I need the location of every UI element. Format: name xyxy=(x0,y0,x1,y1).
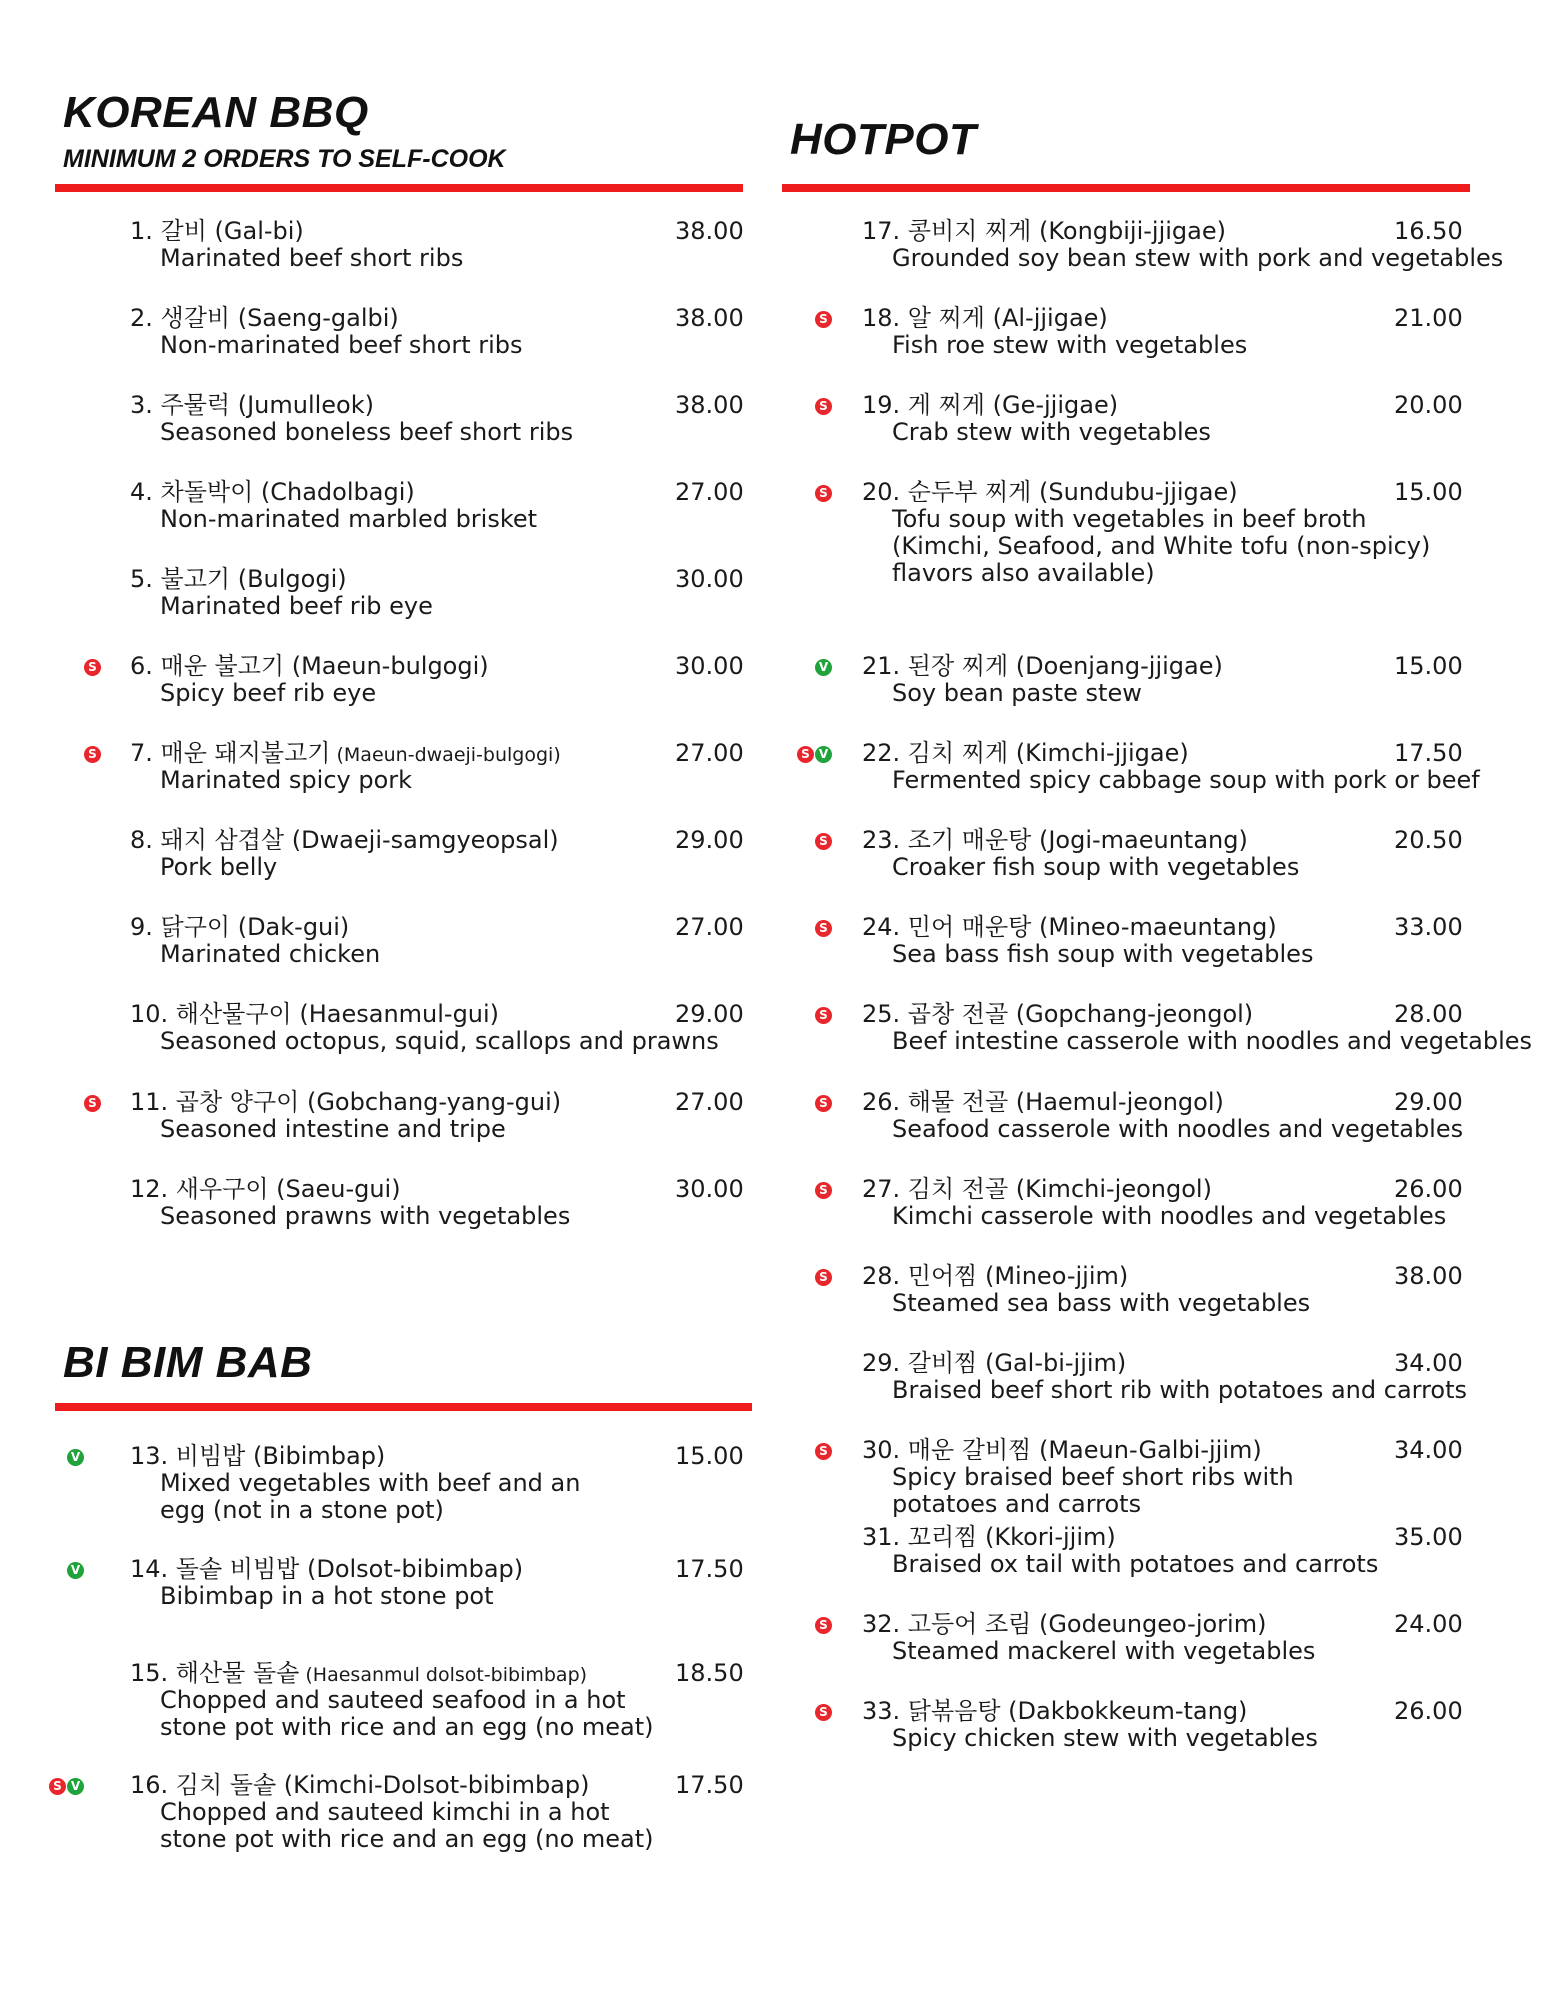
item-title: 30. 매운 갈비찜 (Maeun-Galbi-jjim) xyxy=(862,1436,1262,1464)
spicy-icon: S xyxy=(815,1704,832,1721)
item-title: 6. 매운 불고기 (Maeun-bulgogi) xyxy=(130,652,489,680)
item-price: 26.00 xyxy=(1394,1175,1463,1203)
diet-badges xyxy=(815,1095,832,1112)
section-divider xyxy=(55,1403,752,1411)
diet-badges xyxy=(815,485,832,502)
item-name xyxy=(862,1087,1224,1117)
item-price: 17.50 xyxy=(1394,739,1463,767)
item-name xyxy=(130,1441,385,1471)
diet-badges xyxy=(815,1704,832,1721)
item-name xyxy=(862,477,1238,507)
diet-badges xyxy=(815,833,832,850)
vegetarian-icon: V xyxy=(67,1449,84,1466)
item-price: 35.00 xyxy=(1394,1523,1463,1551)
item-price: 27.00 xyxy=(675,1088,744,1116)
item-description: Non-marinated beef short ribs xyxy=(160,331,523,359)
item-title: 10. 해산물구이 (Haesanmul-gui) xyxy=(130,1000,500,1028)
item-title: 21. 된장 찌게 (Doenjang-jjigae) xyxy=(862,652,1223,680)
item-name xyxy=(130,1770,590,1800)
diet-badges xyxy=(815,1269,832,1286)
item-title: 19. 게 찌게 (Ge-jjigae) xyxy=(862,391,1119,419)
item-title: 20. 순두부 찌게 (Sundubu-jjigae) xyxy=(862,478,1238,506)
spicy-icon: S xyxy=(815,1182,832,1199)
section-title: KOREAN BBQ xyxy=(63,88,369,137)
item-price: 21.00 xyxy=(1394,304,1463,332)
item-price: 29.00 xyxy=(1394,1088,1463,1116)
item-description: Seasoned prawns with vegetables xyxy=(160,1202,571,1230)
item-description: stone pot with rice and an egg (no meat) xyxy=(160,1825,654,1853)
item-price: 30.00 xyxy=(675,1175,744,1203)
item-description: Marinated chicken xyxy=(160,940,381,968)
item-name xyxy=(130,303,399,333)
item-name xyxy=(130,564,347,594)
item-price: 20.00 xyxy=(1394,391,1463,419)
item-name xyxy=(862,1348,1126,1378)
item-description: Chopped and sauteed seafood in a hot xyxy=(160,1686,626,1714)
item-description: flavors also available) xyxy=(892,559,1155,587)
item-name xyxy=(862,1522,1116,1552)
item-name xyxy=(862,999,1253,1029)
item-title: 16. 김치 돌솥 (Kimchi-Dolsot-bibimbap) xyxy=(130,1771,590,1799)
diet-badges xyxy=(84,746,101,763)
item-name xyxy=(130,477,415,507)
item-price: 38.00 xyxy=(1394,1262,1463,1290)
section-subtitle: MINIMUM 2 ORDERS TO SELF-COOK xyxy=(63,145,506,173)
spicy-icon: S xyxy=(815,1617,832,1634)
item-name xyxy=(862,912,1277,942)
diet-badges xyxy=(815,1182,832,1199)
item-name xyxy=(862,651,1223,681)
spicy-icon: S xyxy=(49,1778,66,1795)
item-title: 22. 김치 찌게 (Kimchi-jjigae) xyxy=(862,739,1189,767)
item-price: 30.00 xyxy=(675,652,744,680)
item-description: Steamed mackerel with vegetables xyxy=(892,1637,1316,1665)
item-price: 15.00 xyxy=(1394,652,1463,680)
item-price: 15.00 xyxy=(1394,478,1463,506)
item-name xyxy=(130,1554,523,1584)
vegetarian-icon: V xyxy=(815,659,832,676)
item-title: 13. 비빔밥 (Bibimbap) xyxy=(130,1442,386,1470)
spicy-icon: S xyxy=(815,398,832,415)
item-price: 29.00 xyxy=(675,826,744,854)
item-price: 27.00 xyxy=(675,478,744,506)
item-name xyxy=(130,912,349,942)
spicy-icon: S xyxy=(815,833,832,850)
item-title: 29. 갈비찜 (Gal-bi-jjim) xyxy=(862,1349,1127,1377)
section-divider xyxy=(55,184,743,192)
diet-badges xyxy=(84,1095,101,1112)
diet-badges xyxy=(67,1449,84,1466)
item-title: 3. 주물럭 (Jumulleok) xyxy=(130,391,374,419)
diet-badges xyxy=(815,1007,832,1024)
item-name xyxy=(862,1609,1266,1639)
item-price: 33.00 xyxy=(1394,913,1463,941)
item-price: 24.00 xyxy=(1394,1610,1463,1638)
spicy-icon: S xyxy=(797,746,814,763)
item-description: Beef intestine casserole with noodles and vegetables xyxy=(892,1027,1533,1055)
item-price: 34.00 xyxy=(1394,1349,1463,1377)
item-description: Soy bean paste stew xyxy=(892,679,1142,707)
diet-badges xyxy=(815,659,832,676)
item-title: 5. 불고기 (Bulgogi) xyxy=(130,565,347,593)
item-description: Marinated beef rib eye xyxy=(160,592,433,620)
item-title: 28. 민어찜 (Mineo-jjim) xyxy=(862,1262,1129,1290)
item-title: 27. 김치 전골 (Kimchi-jeongol) xyxy=(862,1175,1212,1203)
item-description: Seasoned intestine and tripe xyxy=(160,1115,506,1143)
item-description: Sea bass fish soup with vegetables xyxy=(892,940,1314,968)
item-title: 11. 곱창 양구이 (Gobchang-yang-gui) xyxy=(130,1088,562,1116)
diet-badges xyxy=(815,920,832,937)
item-price: 38.00 xyxy=(675,391,744,419)
item-price: 17.50 xyxy=(675,1771,744,1799)
item-description: Fish roe stew with vegetables xyxy=(892,331,1248,359)
item-price: 27.00 xyxy=(675,913,744,941)
diet-badges xyxy=(797,746,832,763)
item-description: Fermented spicy cabbage soup with pork or beef xyxy=(892,766,1480,794)
item-description: Marinated spicy pork xyxy=(160,766,413,794)
item-price: 38.00 xyxy=(675,217,744,245)
item-title: 31. 꼬리찜 (Kkori-jjim) xyxy=(862,1523,1116,1551)
section-title: BI BIM BAB xyxy=(63,1338,313,1387)
diet-badges xyxy=(49,1778,84,1795)
item-title: 17. 콩비지 찌게 (Kongbiji-jjigae) xyxy=(862,217,1226,245)
item-name xyxy=(862,1435,1262,1465)
item-price: 30.00 xyxy=(675,565,744,593)
item-name xyxy=(862,390,1118,420)
item-title: 1. 갈비 (Gal-bi) xyxy=(130,217,304,245)
spicy-icon: S xyxy=(84,1095,101,1112)
item-title: 25. 곱창 전골 (Gopchang-jeongol) xyxy=(862,1000,1254,1028)
item-title: 12. 새우구이 (Saeu-gui) xyxy=(130,1175,401,1203)
item-name xyxy=(130,216,304,246)
vegetarian-icon: V xyxy=(815,746,832,763)
item-description: Braised beef short rib with potatoes and carrots xyxy=(892,1376,1468,1404)
item-title: 24. 민어 매운탕 (Mineo-maeuntang) xyxy=(862,913,1277,941)
item-title: 33. 닭볶음탕 (Dakbokkeum-tang) xyxy=(862,1697,1248,1725)
item-name xyxy=(862,738,1189,768)
item-title: 26. 해물 전골 (Haemul-jeongol) xyxy=(862,1088,1224,1116)
spicy-icon: S xyxy=(815,920,832,937)
item-title: 18. 알 찌게 (Al-jjigae) xyxy=(862,304,1108,332)
item-title: 14. 돌솥 비빔밥 (Dolsot-bibimbap) xyxy=(130,1555,524,1583)
item-price: 38.00 xyxy=(675,304,744,332)
section-divider xyxy=(782,184,1470,192)
item-romanization: (Haesanmul dolsot-bibimbap) xyxy=(299,1664,588,1686)
item-description: egg (not in a stone pot) xyxy=(160,1496,444,1524)
item-price: 18.50 xyxy=(675,1659,744,1687)
spicy-icon: S xyxy=(84,659,101,676)
item-description: Crab stew with vegetables xyxy=(892,418,1211,446)
item-price: 27.00 xyxy=(675,739,744,767)
spicy-icon: S xyxy=(815,1007,832,1024)
item-name xyxy=(862,825,1248,855)
spicy-icon: S xyxy=(815,485,832,502)
item-name xyxy=(862,303,1108,333)
item-description: potatoes and carrots xyxy=(892,1490,1142,1518)
item-name xyxy=(130,825,559,855)
spicy-icon: S xyxy=(815,1095,832,1112)
item-title: 4. 차돌박이 (Chadolbagi) xyxy=(130,478,415,506)
item-description: Marinated beef short ribs xyxy=(160,244,464,272)
item-description: Braised ox tail with potatoes and carrots xyxy=(892,1550,1379,1578)
item-description: Spicy beef rib eye xyxy=(160,679,377,707)
item-title: 7. 매운 돼지불고기 xyxy=(130,739,331,767)
item-description: (Kimchi, Seafood, and White tofu (non-spicy) xyxy=(892,532,1431,560)
item-title: 9. 닭구이 (Dak-gui) xyxy=(130,913,350,941)
spicy-icon: S xyxy=(815,311,832,328)
diet-badges xyxy=(815,398,832,415)
diet-badges xyxy=(815,1443,832,1460)
diet-badges xyxy=(84,659,101,676)
item-title: 32. 고등어 조림 (Godeungeo-jorim) xyxy=(862,1610,1267,1638)
spicy-icon: S xyxy=(815,1443,832,1460)
diet-badges xyxy=(67,1562,84,1579)
item-price: 28.00 xyxy=(1394,1000,1463,1028)
item-description: Seasoned octopus, squid, scallops and prawns xyxy=(160,1027,719,1055)
item-name xyxy=(862,216,1226,246)
item-name xyxy=(130,999,499,1029)
item-description: Spicy chicken stew with vegetables xyxy=(892,1724,1318,1752)
section-title: HOTPOT xyxy=(790,115,977,164)
item-price: 34.00 xyxy=(1394,1436,1463,1464)
item-description: stone pot with rice and an egg (no meat) xyxy=(160,1713,654,1741)
item-name xyxy=(862,1174,1212,1204)
item-price: 16.50 xyxy=(1394,217,1463,245)
item-name xyxy=(862,1261,1128,1291)
item-price: 26.00 xyxy=(1394,1697,1463,1725)
item-title: 23. 조기 매운탕 (Jogi-maeuntang) xyxy=(862,826,1248,854)
item-description: Kimchi casserole with noodles and vegetables xyxy=(892,1202,1447,1230)
spicy-icon: S xyxy=(84,746,101,763)
item-name xyxy=(130,390,374,420)
item-title: 2. 생갈비 (Saeng-galbi) xyxy=(130,304,399,332)
item-name xyxy=(130,651,489,681)
diet-badges xyxy=(815,1617,832,1634)
item-description: Steamed sea bass with vegetables xyxy=(892,1289,1311,1317)
item-price: 29.00 xyxy=(675,1000,744,1028)
item-title: 8. 돼지 삼겹살 (Dwaeji-samgyeopsal) xyxy=(130,826,559,854)
item-description: Spicy braised beef short ribs with xyxy=(892,1463,1294,1491)
item-romanization: (Maeun-dwaeji-bulgogi) xyxy=(330,744,561,766)
diet-badges xyxy=(815,311,832,328)
item-description: Seafood casserole with noodles and vegetables xyxy=(892,1115,1464,1143)
item-price: 15.00 xyxy=(675,1442,744,1470)
item-name xyxy=(130,1174,401,1204)
item-description: Mixed vegetables with beef and an xyxy=(160,1469,581,1497)
item-price: 17.50 xyxy=(675,1555,744,1583)
item-price: 20.50 xyxy=(1394,826,1463,854)
item-description: Non-marinated marbled brisket xyxy=(160,505,538,533)
vegetarian-icon: V xyxy=(67,1562,84,1579)
item-name xyxy=(862,1696,1247,1726)
item-description: Croaker fish soup with vegetables xyxy=(892,853,1300,881)
item-description: Pork belly xyxy=(160,853,278,881)
item-description: Chopped and sauteed kimchi in a hot xyxy=(160,1798,610,1826)
item-description: Tofu soup with vegetables in beef broth xyxy=(892,505,1367,533)
item-description: Grounded soy bean stew with pork and vegetables xyxy=(892,244,1504,272)
spicy-icon: S xyxy=(815,1269,832,1286)
item-description: Seasoned boneless beef short ribs xyxy=(160,418,574,446)
item-description: Bibimbap in a hot stone pot xyxy=(160,1582,494,1610)
item-title: 15. 해산물 돌솥 xyxy=(130,1659,300,1687)
vegetarian-icon: V xyxy=(67,1778,84,1795)
item-name xyxy=(130,1087,561,1117)
